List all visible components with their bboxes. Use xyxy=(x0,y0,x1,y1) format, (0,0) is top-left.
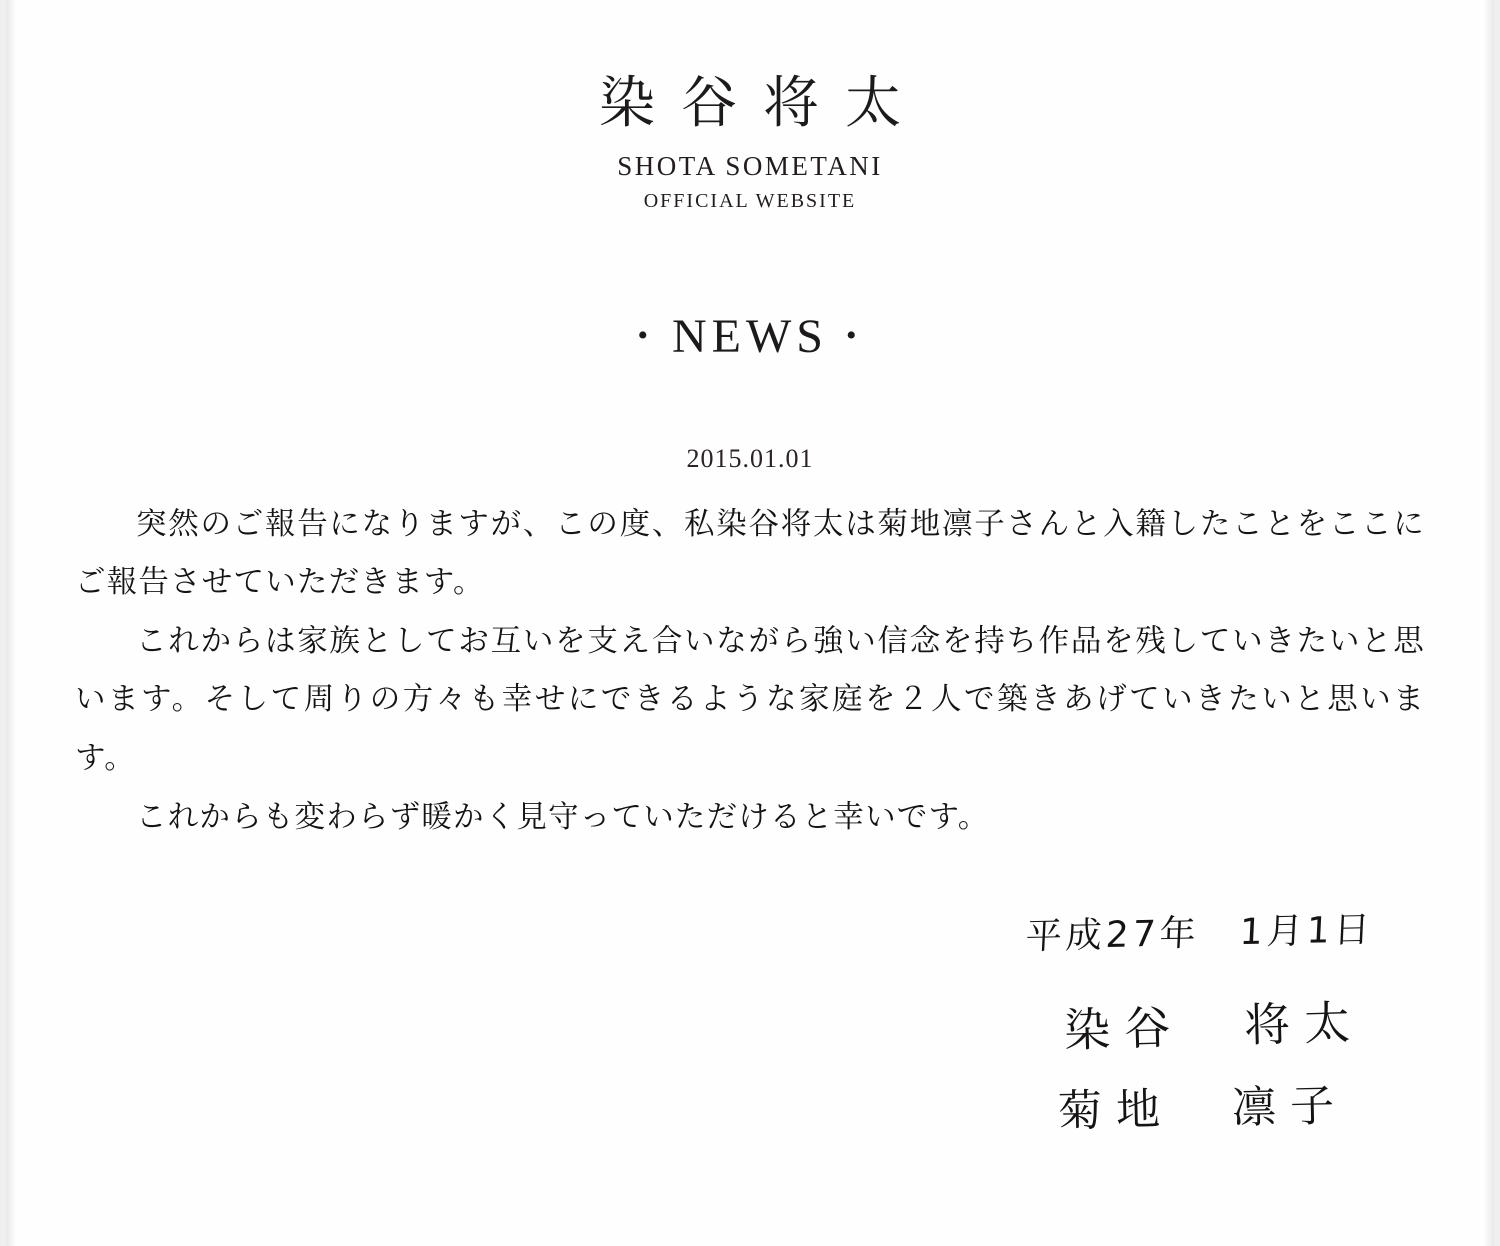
signature-date: 平成27年 1月1日 xyxy=(1025,909,1376,958)
signature-block xyxy=(6,905,1494,1136)
site-subtitle-english: OFFICIAL WEBSITE xyxy=(643,189,857,212)
news-body xyxy=(75,496,1425,847)
signature-name-secondary: 菊地 凛子 xyxy=(1057,1080,1349,1138)
news-paragraph: 突然のご報告になりますが、この度、私染谷将太は菊地凛子さんと入籍したことをここにご報告させていただきます。 xyxy=(75,506,1425,601)
news-paragraph: これからも変わらず暖かく見守っていただけると幸いです。 xyxy=(136,799,990,835)
site-title-japanese: 染谷将太 xyxy=(599,73,927,135)
news-section-heading xyxy=(6,309,1494,364)
news-paragraph: これからは家族としてお互いを支え合いながら強い信念を持ち作品を残していきたいと思います。そして周りの方々も幸せにできるような家庭を２人で築きあげていきたいと思います。 xyxy=(75,623,1425,776)
site-header xyxy=(6,0,1494,213)
news-heading-label: NEWS xyxy=(672,309,828,363)
bullet-right-icon: • xyxy=(845,318,863,352)
site-title-english: SHOTA SOMETANI xyxy=(617,151,883,182)
signature-name-primary: 染谷 将太 xyxy=(1063,995,1365,1058)
bullet-left-icon: • xyxy=(637,318,654,352)
news-date: 2015.01.01 xyxy=(686,443,814,473)
